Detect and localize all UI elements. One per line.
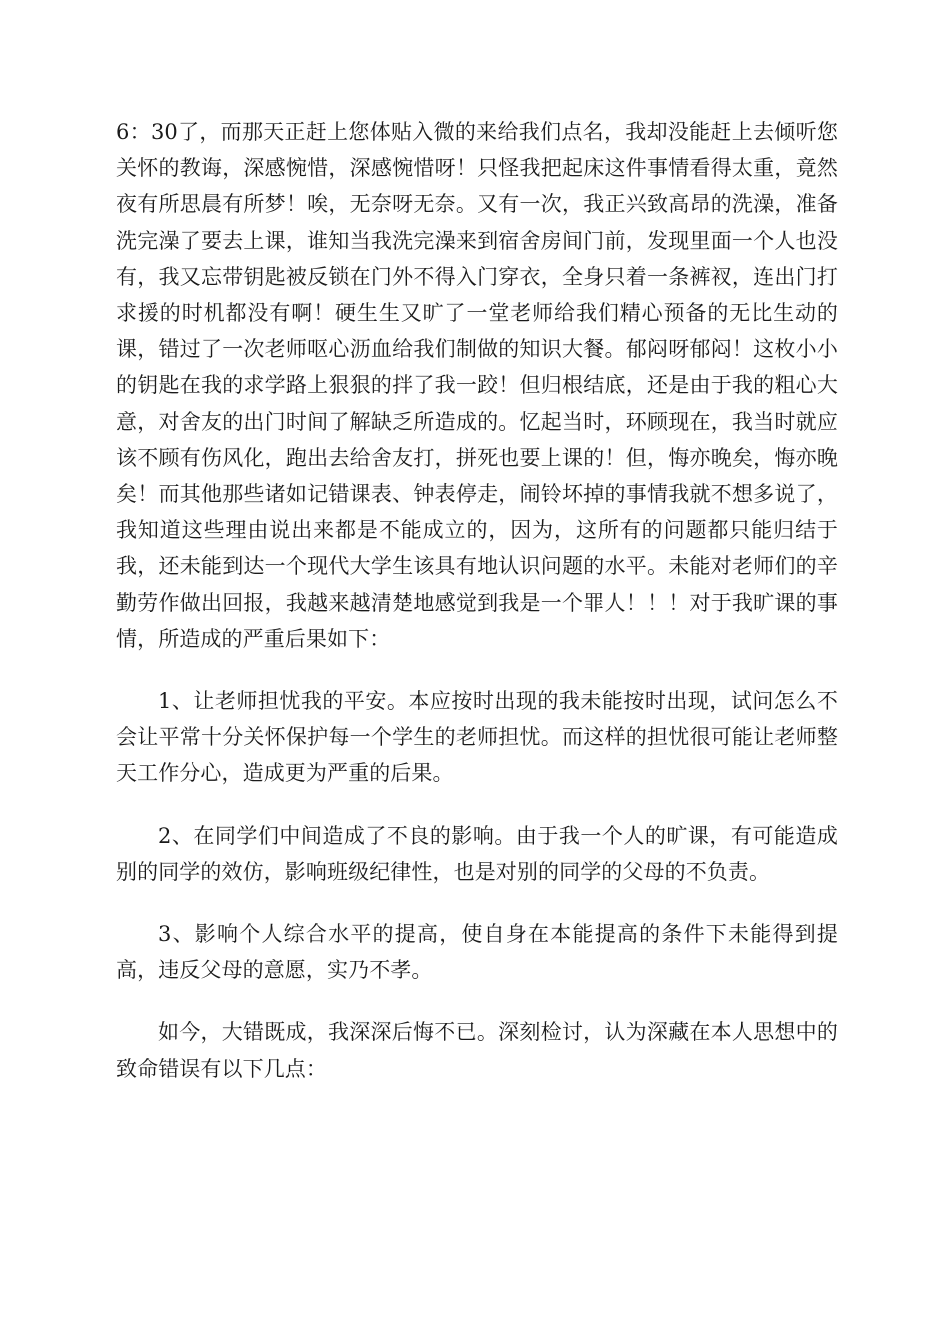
paragraph-consequence-2: 2、在同学们中间造成了不良的影响。由于我一个人的旷课，有可能造成别的同学的效仿，影响班级纪律性，也是对别的同学的父母的不负责。 xyxy=(116,823,838,884)
paragraph-consequence-3: 3、影响个人综合水平的提高，使自身在本能提高的条件下未能得到提高，违反父母的意愿，实乃不孝。 xyxy=(116,922,838,983)
paragraph-absence-story: 6：30了，而那天正赶上您体贴入微的来给我们点名，我却没能赶上去倾听您关怀的教诲，深感惋惜，深感惋惜呀！只怪我把起床这件事情看得太重，竟然夜有所思晨有所梦！唉，无奈呀无奈。又有一次，我正兴致高昂的洗澡，准备洗完澡了要去上课，谁知当我洗完澡来到宿舍房间门前，发现里面一个人也没有，我又忘带钥匙被反锁在门外不得入门穿衣，全身只着一条裤衩，连出门打求援的时机都没有啊！硬生生又旷了一堂老师给我们精心预备的无比生动的课，错过了一次老师呕心沥血给我们制做的知识大餐。郁闷呀郁闷！这枚小小的钥匙在我的求学路上狠狠的拌了我一跤！但归根结底，还是由于我的粗心大意，对舍友的出门时间了解缺乏所造成的。忆起当时，环顾现在，我当时就应该不顾有伤风化，跑出去给舍友打，拼死也要上课的！但，悔亦晚矣，悔亦晚矣！而其他那些诸如记错课表、钟表停走，闹铃坏掉的事情我就不想多说了，我知道这些理由说出来都是不能成立的，因为，这所有的问题都只能归结于我，还未能到达一个现代大学生该具有地认识问题的水平。未能对老师们的辛勤劳作做出回报，我越来越清楚地感觉到我是一个罪人！！！对于我旷课的事情，所造成的严重后果如下： xyxy=(116,120,838,651)
paragraph-reflection: 如今，大错既成，我深深后悔不已。深刻检讨，认为深藏在本人思想中的致命错误有以下几点： xyxy=(116,1020,838,1081)
paragraph-consequence-1: 1、让老师担忧我的平安。本应按时出现的我未能按时出现，试问怎么不会让平常十分关怀保护每一个学生的老师担忧。而这样的担忧很可能让老师整天工作分心，造成更为严重的后果。 xyxy=(116,689,838,786)
document-body xyxy=(116,114,838,1087)
